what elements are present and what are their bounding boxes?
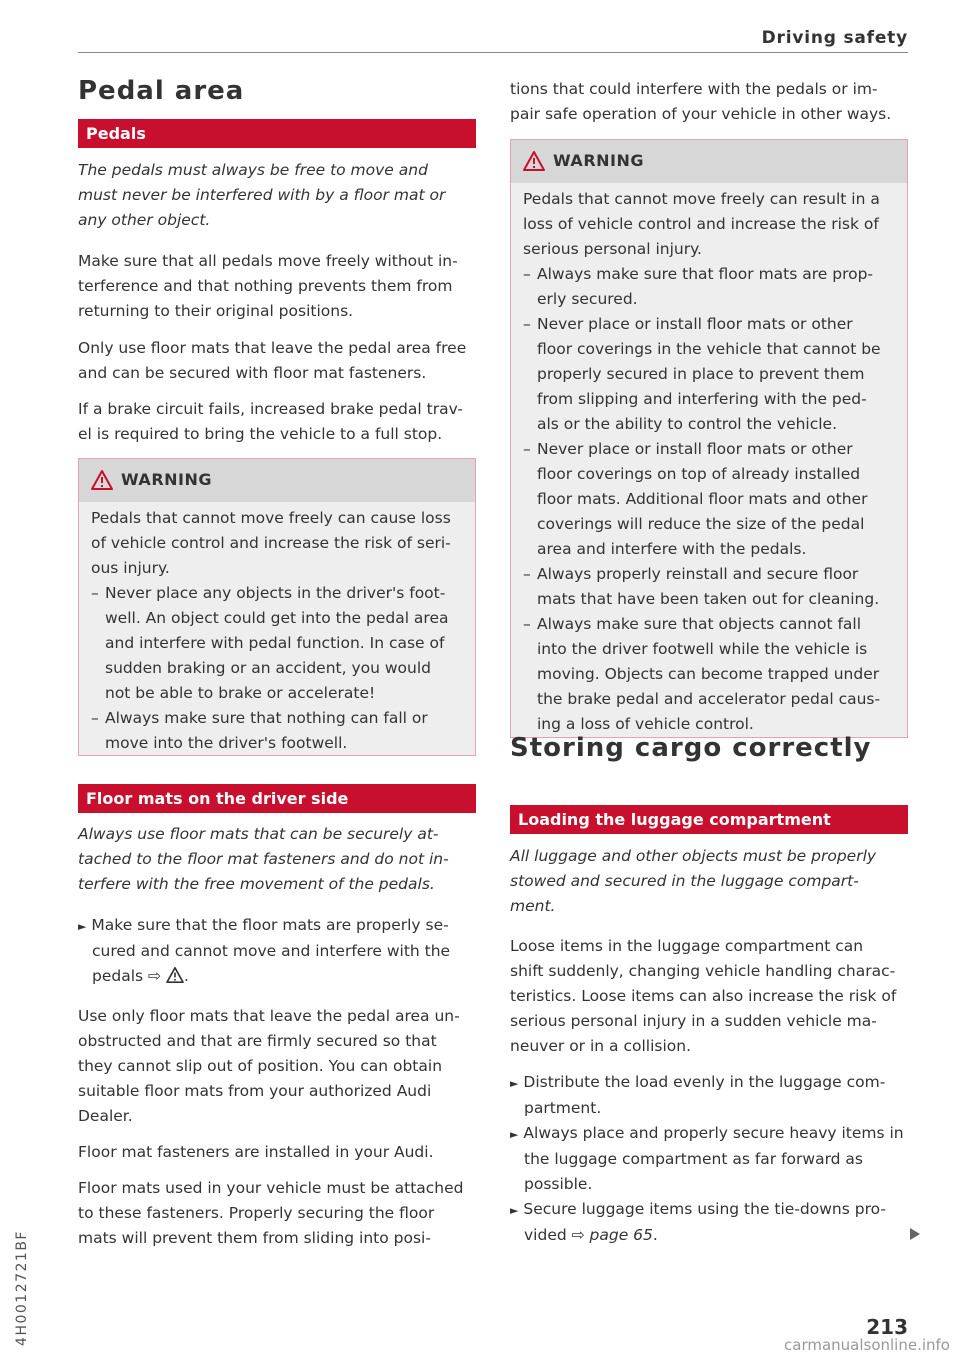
warning-item: – Always properly reinstall and secure floor mats that have been taken out for cleaning. bbox=[523, 565, 880, 608]
luggage-intro: All luggage and other objects must be properly stowed and secured in the luggage compart- ment. bbox=[510, 847, 877, 915]
warning-title: WARNING bbox=[553, 151, 644, 170]
warning-item: – Never place any objects in the driver's foot- well. An object could get into the pedal area and interfere with pedal function. In case of sudden braking or an accident, you would not be able to brake or accelerate! bbox=[91, 584, 449, 702]
warning-box-floor-mats bbox=[510, 139, 908, 738]
warning-item: – Never place or install floor mats or other floor coverings on top of already installed floor mats. Additional floor mats and other coverings will reduce the size of the pedal area and interfere with the pedals. bbox=[523, 440, 868, 558]
warning-header bbox=[79, 459, 475, 502]
warning-title: WARNING bbox=[121, 470, 212, 489]
warning-body: Pedals that cannot move freely can result in a loss of vehicle control and increase the risk of serious personal injury. – Always make sure that floor mats are prop- erly secured. – Never place or install floor mats or other floor coverings in the vehicle that cannot be properly secured in place to prevent them from slipping and interfering with the ped- als or the ability to control the vehicle. – Never place or install floor mats or other floor coverings on top of already installed floor mats. Additional floor mats and other coverings will reduce the size of the pedal area and interfere with the pedals. – Always properly reinstall and secure floor mats that have been taken out for cleaning. – Always make sure that objects cannot fall into the driver footwell while the vehicle is moving. Objects can become trapped under the brake pedal and accelerator pedal caus- ing a loss of vehicle control. bbox=[511, 183, 907, 745]
section-heading-storing-cargo: Storing cargo correctly bbox=[510, 733, 872, 763]
subsection-bar-luggage: Loading the luggage compartment bbox=[510, 805, 908, 834]
header-rule bbox=[78, 52, 908, 53]
step-arrow-icon: ► bbox=[510, 1128, 519, 1141]
floor-mats-paragraph-2: Floor mat fasteners are installed in your Audi. bbox=[78, 1143, 434, 1161]
warning-box-pedals bbox=[78, 458, 476, 756]
warning-header bbox=[511, 140, 907, 183]
pedals-intro: The pedals must always be free to move and must never be interfered with by a floor mat or any other object. bbox=[78, 161, 446, 229]
floor-mats-paragraph-1: Use only floor mats that leave the pedal area un- obstructed and that are firmly secured so that they cannot slip out of position. You can obtain suitable floor mats from your authorized Audi Dealer. bbox=[78, 1007, 460, 1125]
pedals-paragraph-3: If a brake circuit fails, increased brake pedal trav- el is required to bring the vehicle to a full stop. bbox=[78, 400, 463, 443]
warning-triangle-icon bbox=[91, 470, 113, 490]
warning-reference-icon[interactable] bbox=[166, 967, 184, 983]
step-arrow-icon: ► bbox=[510, 1077, 519, 1090]
floor-mats-step: ► Make sure that the floor mats are properly se- cured and cannot move and interfere with the pedals ⇨ . bbox=[78, 916, 451, 985]
luggage-paragraph-1: Loose items in the luggage compartment can shift suddenly, changing vehicle handling charac- teristics. Loose items can also increase the risk of serious personal injury in a sudden vehicle ma- neuver or in a collision. bbox=[510, 937, 897, 1055]
floor-mats-paragraph-3: Floor mats used in your vehicle must be attached to these fasteners. Properly securing the floor mats will prevent them from sliding into posi- bbox=[78, 1179, 464, 1247]
warning-item: – Never place or install floor mats or other floor coverings in the vehicle that cannot be properly secured in place to prevent them from slipping and interfering with the ped- als or the ability to control the vehicle. bbox=[523, 315, 881, 433]
warning-triangle-icon bbox=[523, 151, 545, 171]
warning-item: – Always make sure that floor mats are prop- erly secured. bbox=[523, 265, 874, 308]
warning-item: – Always make sure that nothing can fall or move into the driver's footwell. bbox=[91, 709, 428, 752]
page-number: 213 bbox=[866, 1315, 908, 1339]
watermark: carmanualsonline.info bbox=[784, 1336, 950, 1354]
floor-mats-intro: Always use floor mats that can be securely at- tached to the floor mat fasteners and do not in- terfere with the free movement of the pedals. bbox=[78, 825, 449, 893]
document-code: 4H0012721BF bbox=[14, 1230, 30, 1346]
step-arrow-icon: ► bbox=[510, 1204, 519, 1217]
luggage-step: ► Always place and properly secure heavy items in the luggage compartment as far forward as possible. bbox=[510, 1124, 904, 1193]
section-heading-pedal-area: Pedal area bbox=[78, 76, 245, 106]
luggage-step: ► Distribute the load evenly in the luggage com- partment. bbox=[510, 1073, 886, 1117]
warning-item: – Always make sure that objects cannot fall into the driver footwell while the vehicle is moving. Objects can become trapped under the brake pedal and accelerator pedal caus- ing a loss of vehicle control. bbox=[523, 615, 881, 733]
luggage-steps bbox=[510, 1070, 910, 1248]
running-header: Driving safety bbox=[761, 28, 908, 48]
warning-body: Pedals that cannot move freely can cause loss of vehicle control and increase the risk of seri- ous injury. – Never place any objects in the driver's foot- well. An object could get into the pedal area and interfere with pedal function. In case of sudden braking or an accident, you would not be able to brake or accelerate! – Always make sure that nothing can fall or move into the driver's footwell. bbox=[79, 502, 475, 764]
page-reference-link[interactable]: page 65 bbox=[589, 1226, 653, 1244]
subsection-bar-floor-mats: Floor mats on the driver side bbox=[78, 784, 476, 813]
pedals-paragraph-1: Make sure that all pedals move freely without in- terference and that nothing prevents them from returning to their original positions. bbox=[78, 252, 458, 320]
luggage-step: ► Secure luggage items using the tie-downs pro- vided ⇨ page 65. bbox=[510, 1200, 886, 1244]
pedals-paragraph-2: Only use floor mats that leave the pedal area free and can be secured with floor mat fasteners. bbox=[78, 339, 467, 382]
continued-paragraph: tions that could interfere with the pedals or im- pair safe operation of your vehicle in other ways. bbox=[510, 80, 892, 123]
step-arrow-icon: ► bbox=[78, 920, 87, 933]
continued-arrow-icon bbox=[910, 1228, 920, 1240]
subsection-bar-pedals: Pedals bbox=[78, 119, 476, 148]
